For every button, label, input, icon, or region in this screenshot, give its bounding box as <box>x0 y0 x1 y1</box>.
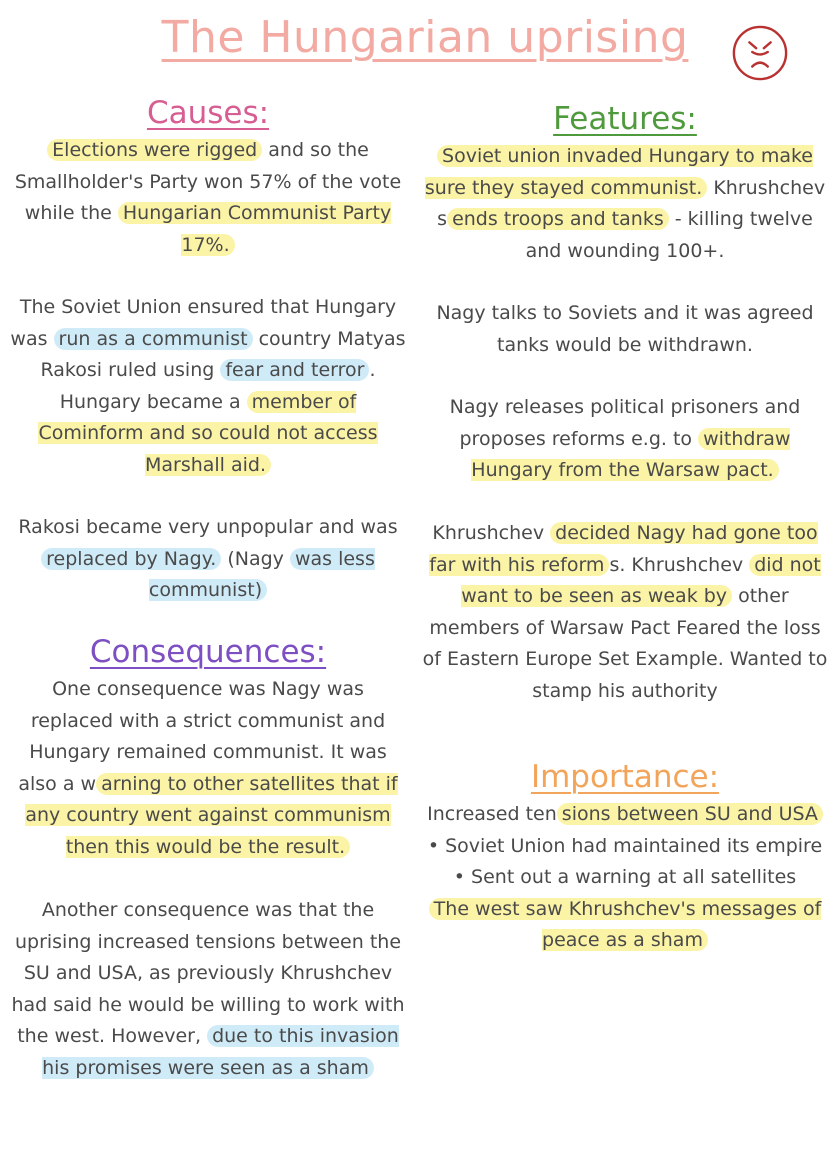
text: The Soviet Union ensured that Hungary was <box>10 296 397 350</box>
frowning-face-icon <box>731 24 789 82</box>
causes-paragraph-1 <box>8 135 408 261</box>
highlight: due to this invasion his promises were seen as a sham <box>42 1025 399 1079</box>
text: - killing twelve and wounding 100+. <box>525 208 813 262</box>
highlight: replaced by Nagy. <box>41 548 221 570</box>
highlight: was less communist) <box>148 547 375 601</box>
features-paragraph-4 <box>422 518 828 707</box>
text: Nagy talks to Soviets and it was agreed tanks would be withdrawn. <box>436 302 814 356</box>
consequences-paragraph-1 <box>8 674 408 863</box>
text: One consequence was Nagy was replaced with a strict communist and Hungary remained communist. It was also a w <box>18 678 387 795</box>
importance-paragraph-1 <box>422 799 828 957</box>
highlight: withdraw Hungary from the Warsaw pact. <box>471 427 791 481</box>
highlight: sions between SU and USA <box>557 803 823 825</box>
highlight: arning to other satellites that if any country went against communism then this would be the result. <box>25 772 398 858</box>
highlight: ends troops and tanks <box>447 208 669 230</box>
text: Nagy releases political prisoners and proposes reforms e.g. to <box>449 396 801 450</box>
text: Increased ten <box>427 803 557 825</box>
bullet-item: • Soviet Union had maintained its empire <box>427 834 823 857</box>
page-title: The Hungarian uprising <box>161 12 689 63</box>
features-paragraph-3 <box>422 392 828 487</box>
text: . Hungary became a <box>59 359 376 413</box>
causes-paragraph-3 <box>8 512 408 607</box>
causes-section <box>8 93 408 133</box>
highlight: Hungarian Communist Party 17%. <box>118 202 391 256</box>
causes-heading: Causes: <box>146 95 270 131</box>
consequences-paragraph-2 <box>8 895 408 1084</box>
highlight: The west saw Khrushchev's messages of peace as a sham <box>429 898 822 952</box>
text: (Nagy <box>221 547 290 570</box>
text: and so the Smallholder's Party won 57% of the vote while the <box>14 139 402 224</box>
highlight: did not want to be seen as weak by <box>461 553 821 607</box>
importance-section <box>422 757 828 797</box>
causes-paragraph-2 <box>8 292 408 481</box>
text: country Matyas Rakosi ruled using <box>40 327 406 381</box>
highlight: run as a communist <box>54 328 253 350</box>
highlight: Elections were rigged <box>47 139 262 161</box>
text: Another consequence was that the uprising increased tensions between the SU and USA, as previously Khrushchev had said he would be willing to work with the west. However, <box>11 899 405 1047</box>
features-paragraph-1 <box>422 141 828 267</box>
text: Khrushchev s <box>437 176 826 230</box>
features-paragraph-2 <box>422 298 828 361</box>
highlight: member of Cominform and so could not access Marshall aid. <box>38 390 378 476</box>
bullet-item: • Sent out a warning at all satellites <box>453 866 797 888</box>
text: other members of Warsaw Pact Feared the loss of Eastern Europe Set Example. Wanted to stamp his authority <box>422 585 828 702</box>
consequences-heading: Consequences: <box>89 634 327 670</box>
text: Khrushchev <box>432 522 551 544</box>
consequences-section <box>8 632 408 672</box>
importance-heading: Importance: <box>530 759 720 795</box>
highlight: Soviet union invaded Hungary to make sure they stayed communist. <box>424 145 813 199</box>
text: s. Khrushchev <box>609 553 750 576</box>
features-section <box>422 99 828 139</box>
highlight: fear and terror <box>220 359 369 381</box>
features-heading: Features: <box>553 101 697 137</box>
highlight: decided Nagy had gone too far with his reform <box>429 522 818 576</box>
text: Rakosi became very unpopular and was <box>18 516 398 538</box>
